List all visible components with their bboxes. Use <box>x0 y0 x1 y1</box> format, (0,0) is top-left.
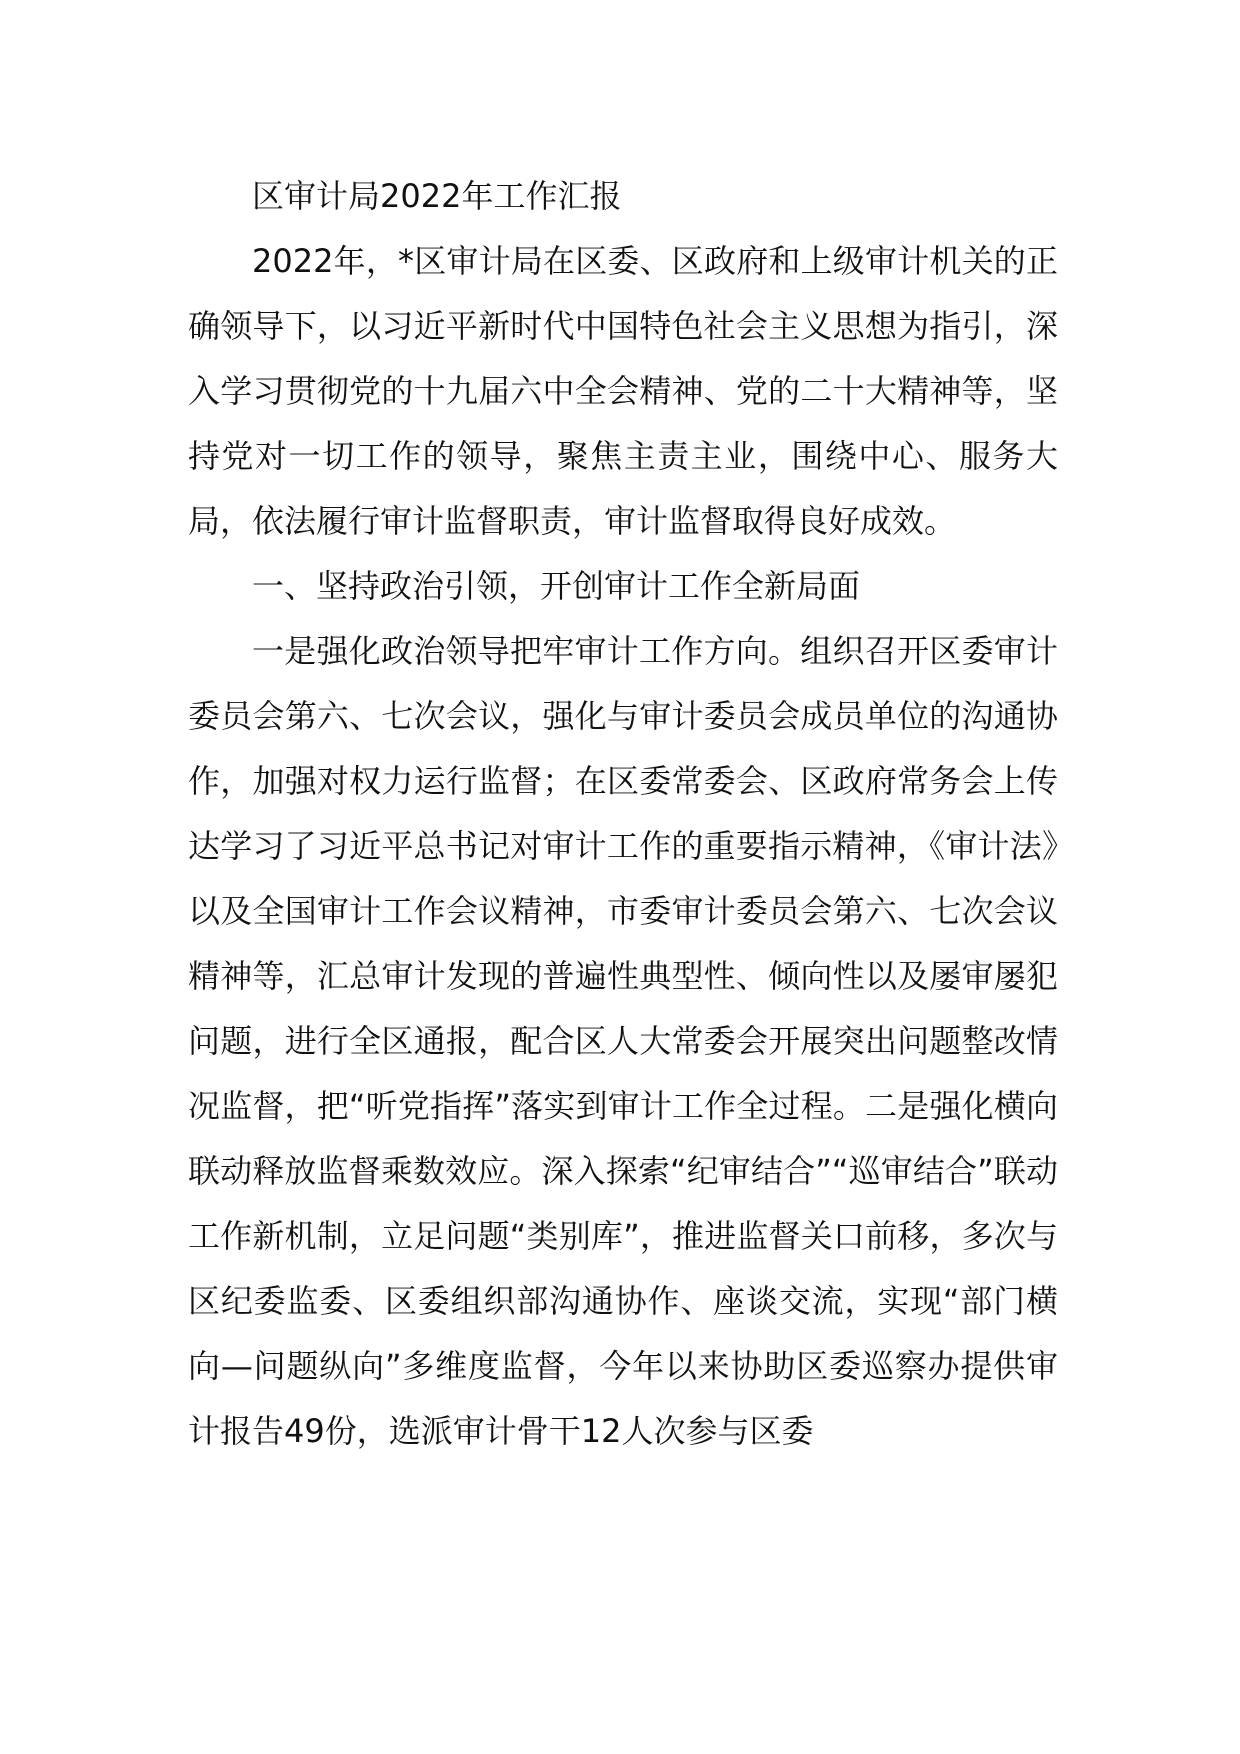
document-body <box>188 164 1058 1464</box>
section-1-paragraph: 一是强化政治领导把牢审计工作方向。组织召开区委审计委员会第六、七次会议，强化与审计委员会成员单位的沟通协作，加强对权力运行监督；在区委常委会、区政府常务会上传达学习了习近平总书记对审计工作的重要指示精神，《审计法》以及全国审计工作会议精神，市委审计委员会第六、七次会议精神等，汇总审计发现的普遍性典型性、倾向性以及屡审屡犯问题，进行全区通报，配合区人大常委会开展突出问题整改情况监督，把“听党指挥”落实到审计工作全过程。二是强化横向联动释放监督乘数效应。深入探索“纪审结合”“巡审结合”联动工作新机制，立足问题“类别库”，推进监督关口前移，多次与区纪委监委、区委组织部沟通协作、座谈交流，实现“部门横向—问题纵向”多维度监督，今年以来协助区委巡察办提供审计报告49份，选派审计骨干12人次参与区委 <box>188 632 1058 1450</box>
intro-paragraph: 2022年，*区审计局在区委、区政府和上级审计机关的正确领导下，以习近平新时代中国特色社会主义思想为指引，深入学习贯彻党的十九届六中全会精神、党的二十大精神等，坚持党对一切工作的领导，聚焦主责主业，围绕中心、服务大局，依法履行审计监督职责，审计监督取得良好成效。 <box>188 242 1058 540</box>
document-title: 区审计局2022年工作汇报 <box>252 177 622 215</box>
section-heading-1: 一、坚持政治引领，开创审计工作全新局面 <box>252 567 861 605</box>
